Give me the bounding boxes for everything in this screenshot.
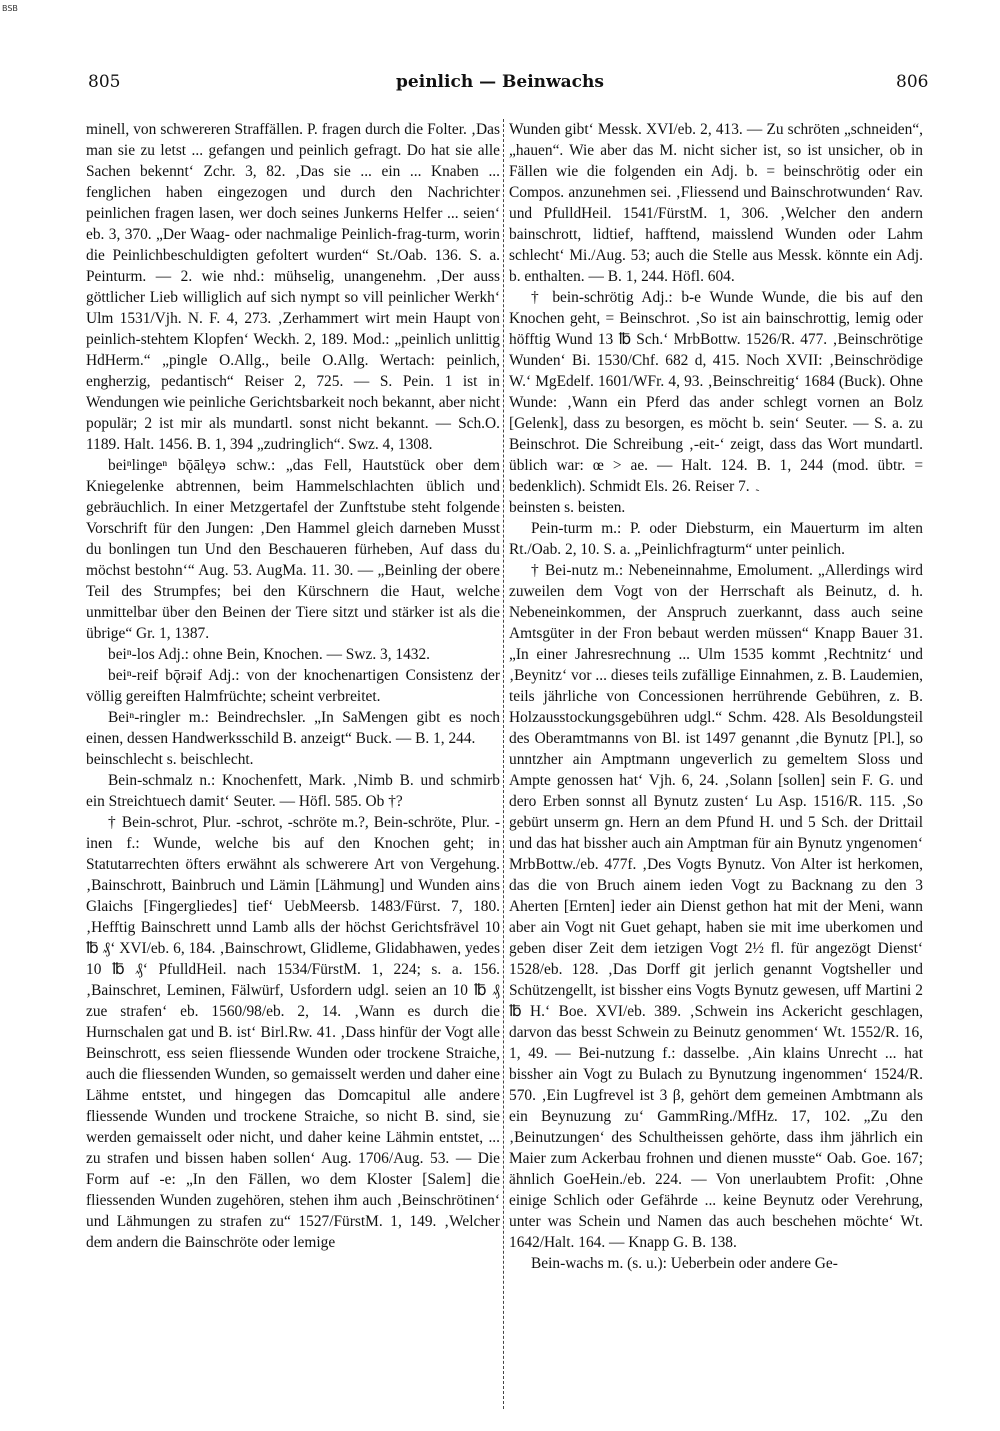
entry-beinschlecht: beinschlecht s. beischlecht. bbox=[86, 751, 254, 768]
right-column bbox=[509, 119, 923, 1409]
entry-beinreif: beiⁿ-reif bǭrəif Adj.: von der knochenartigen Consistenz der völlig gereiften Halmfrüchte; scheint verbreitet. bbox=[86, 667, 500, 705]
entry-beinschrot-continued: Wunden gibt‘ Messk. XVI/eb. 2, 413. — Zu schröten „schneiden“, „hauen“. Wie aber das M. nicht sicher ist, so ist unsicher, ob in Fällen wie die folgenden ein Adj. b. = beinschrötig oder ein Compos. anzunehmen sei. ‚Fliessend und Bainschrotwunden‘ Rav. und PfulldHeil. 1541/FürstM. 1, 306. ‚Welcher den andern bainschrott, lidtief, hafftend, maisslend Wunden oder Lahm schlecht‘ Mi./Aug. 53; auch die Stelle aus Messk. könnte ein Adj. b. enthalten. — B. 1, 244. Höfl. 604. bbox=[509, 121, 923, 285]
column-divider bbox=[503, 119, 504, 1409]
entry-beinsten: beinsten s. beisten. bbox=[509, 499, 626, 516]
page-number-left: 805 bbox=[88, 72, 121, 92]
entry-beinlos: beiⁿ-los Adj.: ohne Bein, Knochen. — Swz. 3, 1432. bbox=[108, 646, 431, 663]
entry-beinschrot: † Bein-schrot, Plur. -schrot, -schröte m.?, Bein-schröte, Plur. -inen f.: Wunde, welche bis auf den Knochen geht; in Statutarrechten öfters erwähnt als schwerere Art von Vergehung. ‚Bainschrott, Bainbruch und Lämin [Lähmung] und Wunden ains Glaichs [Fingergliedes] tief‘ UebMeersb. 1483/Fürst. 7, 180. ‚Hefftig Bainschrett unnd Lamb alls der höchst Gerichtsfrävel 10 ℔ ₰‘ XVI/eb. 6, 184. ‚Bainschrowt, Glidleme, Glidabhawen, yedes 10 ℔ ₰‘ PfulldHeil. nach 1534/FürstM. 1, 224; s. a. 156. ‚Bainschret, Leminen, Fälwürf, Usfordern udgl. seien an 10 ℔ ₰ zue strafen‘ eb. 1560/98/eb. 2, 14. ‚Wann es durch die Hurnschalen gat und B. ist‘ Birl.Rw. 41. ‚Dass hinfür der Vogt alle Beinschrott, ess seien fliessende Wunden oder trockene Straiche, auch die fliessenden Wunden, so gemaisselt werden und daher eine Lähme entstet, und hingegen das Domcapitul alle andere fliessende Wunden und trockene Straiche, so nicht B. sind, sie werden gemaisselt oder nicht, und daher keine Lähmin entstet, ... zu strafen und bissen haben sollen‘ Aug. 1706/Aug. 53. — Die Form auf -e: „In den Fällen, wo dem Kloster [Salem] die fliessenden Wunden zugehören, stehen ihm auch ‚Beinschrötinen‘ und Lähmungen zu strafen zu“ 1527/FürstM. 1, 149. ‚Welcher dem andern die Bainschröte oder lemige bbox=[86, 814, 500, 1251]
entry-beinutz: † Bei-nutz m.: Nebeneinnahme, Emolument. „Allerdings wird zuweilen dem Vogt von der Herrschaft als Beinutz, d. h. Nebeneinkommen, der Anspruch zuerkannt, dass auch seine Amtsgüter in der Fron bebaut werden müssen“ Knapp Bauer 31. „In einer Jahresrechnung ... Ulm 1535 kommt ‚Rechtnitz‘ und ‚Beynitz‘ vor ... dieses teils zufällige Einnahmen, z. B. Laudemien, teils jährliche von Concessionen herrührende Gebühren, z. B. Holzausstockungsgebühren udgl.“ Schm. 428. Als Besoldungsteil des Oberamtmanns von Bl. ist 1497 genannt ‚die Bynutz [Pl.], so unntzher ain Amptmann ungeverlich zu gemeltem Sloss und Ampte genossen hat‘ Vjh. 6, 24. ‚Solann [sollen] sein F. G. und dero Erben sonnst all Bynutz zusten‘ Lu Asp. 1516/R. 115. ‚So gebürt unserm gn. Hern an dem Pfund H. und 5 Sch. der Drittail und das hat bissher auch ain Amptman für ain Bynutz yngenomen‘ MrbBottw./eb. 477f. ‚Des Vogts Bynutz. Von Alter ist herkomen, das die von Bruch ainem ieden Vogt zu Backnang zu den 3 Aherten [Ernten] ieder ain Dienst gethon hat mit der Meni, wann aber ain Vogt nit Guet gehapt, haben sie mit ime uberkomen und geben diser Zeit dem ietzigen Vogt 2½ fl. für angezögt Dienst‘ 1528/eb. 128. ‚Das Dorff git jerlich genannt Vogtsheller und Schützengellt, ist bissher eins Vogts Bynutz gewesen, uff Martini 2 ℔ H.‘ Boe. XVI/eb. 389. ‚Schwein ins Ackericht geschlagen, darvon das besst Schwein zu Beinutz genommen‘ Wt. 1552/R. 16, 1, 49. — Bei-nutzung f.: dasselbe. ‚Ain klains Unrecht ... hat bissher ain Vogt zu Bulach zu Bynutzung ingenommen‘ 1524/R. 570. ‚Ein Lugfrevel ist 3 β, gehört dem gemeinen Ambtmann als ein Beynuzung zu‘ GammRing./MfHz. 17, 102. „Zu den ‚Beinutzungen‘ des Schultheissen gehörte, dass ihm jährlich ein Maier zum Ackerbau frohnen und dienen musste“ Oab. Goe. 167; ähnlich GoeHein./eb. 224. — Von unerlaubtem Profit: ‚Ohne einige Schlich oder Gefährde ... keine Beynutz oder Verehrung, unter was Schein und Namen das auch beschehen möchte‘ Wt. 1642/Halt. 164. — Knapp G. B. 138. bbox=[509, 562, 923, 1251]
entry-beinschroetig: † bein-schrötig Adj.: b-e Wunde Wunde, die bis auf den Knochen geht, = Beinschrot. ‚So ist ain bainschrottig, lemig oder höfftig Wund 13 ℔ Sch.‘ MrbBottw. 1526/R. 477. ‚Beinschrötige Wunden‘ Bi. 1530/Chf. 682 d, 415. Noch XVII: ‚Beinschrödige W.‘ MgEdelf. 1601/WFr. 4, 93. ‚Beinschreitig‘ 1684 (Buck). Ohne Wunde: ‚Wann ein Pferd das ander schlegt vornen an Bolz [Gelenk], dass zu besorgen, es möcht b. sein‘ Seuter. — S. a. zu Beinschrot. Die Schreibung ‚-eit-‘ zeigt, dass das Wort mundartl. üblich war: œ > ae. — Halt. 124. B. 1, 244 (mod. übtr. = bedenklich). Schmidt Els. 26. Reiser 7. bbox=[509, 289, 923, 495]
entry-beinringler: Beiⁿ-ringler m.: Beindrechsler. „In SaMengen gibt es noch einen, dessen Handwerksschild B. anzeigt“ Buck. — B. 1, 244. bbox=[86, 709, 500, 747]
page-number-right: 806 bbox=[896, 72, 929, 92]
entry-peinlich-continued: minell, von schwereren Straffällen. P. fragen durch die Folter. ‚Das man sie zu letst ... gefangen und peinlich gefragt. Do hat sie alle Sachen bekennt‘ Zchr. 3, 82. ‚Das sie ... ein ... Knaben ... fenglichen haben eingezogen und durch den Nachrichter peinlichen fragen lasen, wer doch seines Junkerns Helfer ... seien‘ eb. 3, 370. „Der Waag- oder nachmalige Peinlich-frag-turm, worin die Peinlichbeschuldigten gefoltert wurden“ St./Oab. 136. S. a. Peinturm. — 2. wie nhd.: mühselig, unangenehm. ‚Der auss göttlicher Lieb williglich auf sich nympt so vill peinlicher Werkh‘ Ulm 1531/Vjh. N. F. 4, 273. ‚Zerhammert wirt mein Haupt von peinlich-stehtem Klopfen‘ Weckh. 2, 189. Mod.: „peinlich unlittig HdHerm.“ „pingle O.Allg., beile O.Allg. Wertach: peinlich, engherzig, pedantisch“ Reiser 2, 725. — S. Pein. 1 ist in Wendungen wie peinliche Gerichtsbarkeit noch bekannt, aber nicht populär; 2 ist mir als mundartl. sonst nicht bekannt. — Sch.O. 1189. Halt. 1456. B. 1, 394 „zudringlich“. Swz. 4, 1308. bbox=[86, 121, 500, 453]
page-header bbox=[0, 72, 1000, 98]
entry-peinturm: Pein-turm m.: P. oder Diebsturm, ein Mauerturm im alten Rt./Oab. 2, 10. S. a. „Peinlichfragturm“ unter peinlich. bbox=[509, 520, 923, 558]
entry-beinlingen: beiⁿlingeⁿ bǭālęyə schw.: „das Fell, Hautstück ober dem Kniegelenke abtrennen, beim Hammelschlachten üblich und gebräuchlich. In einer Metzgertafel der Zunftstube steht folgende Vorschrift für den Jungen: ‚Den Hammel gleich darneben Musst du bonlingen tun Und den Beschaueren fürheben, Auf dass du möchst bestohn‘“ Aug. 53. AugMa. 11. 30. — „Beinling der obere Teil des Strumpfes; bei den Kürschnern die Haut, welche unmittelbar über den Beinen der Tiere sitzt und stärker ist als die übrige“ Gr. 1, 1387. bbox=[86, 457, 500, 642]
running-title: peinlich — Beinwachs bbox=[396, 72, 604, 92]
entry-beinschmalz: Bein-schmalz n.: Knochenfett, Mark. ‚Nimb B. und schmirb ein Streichtuech damit‘ Seuter. — Höfl. 585. Ob †? bbox=[86, 772, 500, 810]
left-column bbox=[86, 119, 500, 1409]
stray-mark: ` bbox=[754, 486, 769, 503]
entry-beinwachs: Bein-wachs m. (s. u.): Ueberbein oder andere Ge- bbox=[531, 1255, 838, 1272]
library-corner-mark: BSB bbox=[2, 4, 18, 13]
